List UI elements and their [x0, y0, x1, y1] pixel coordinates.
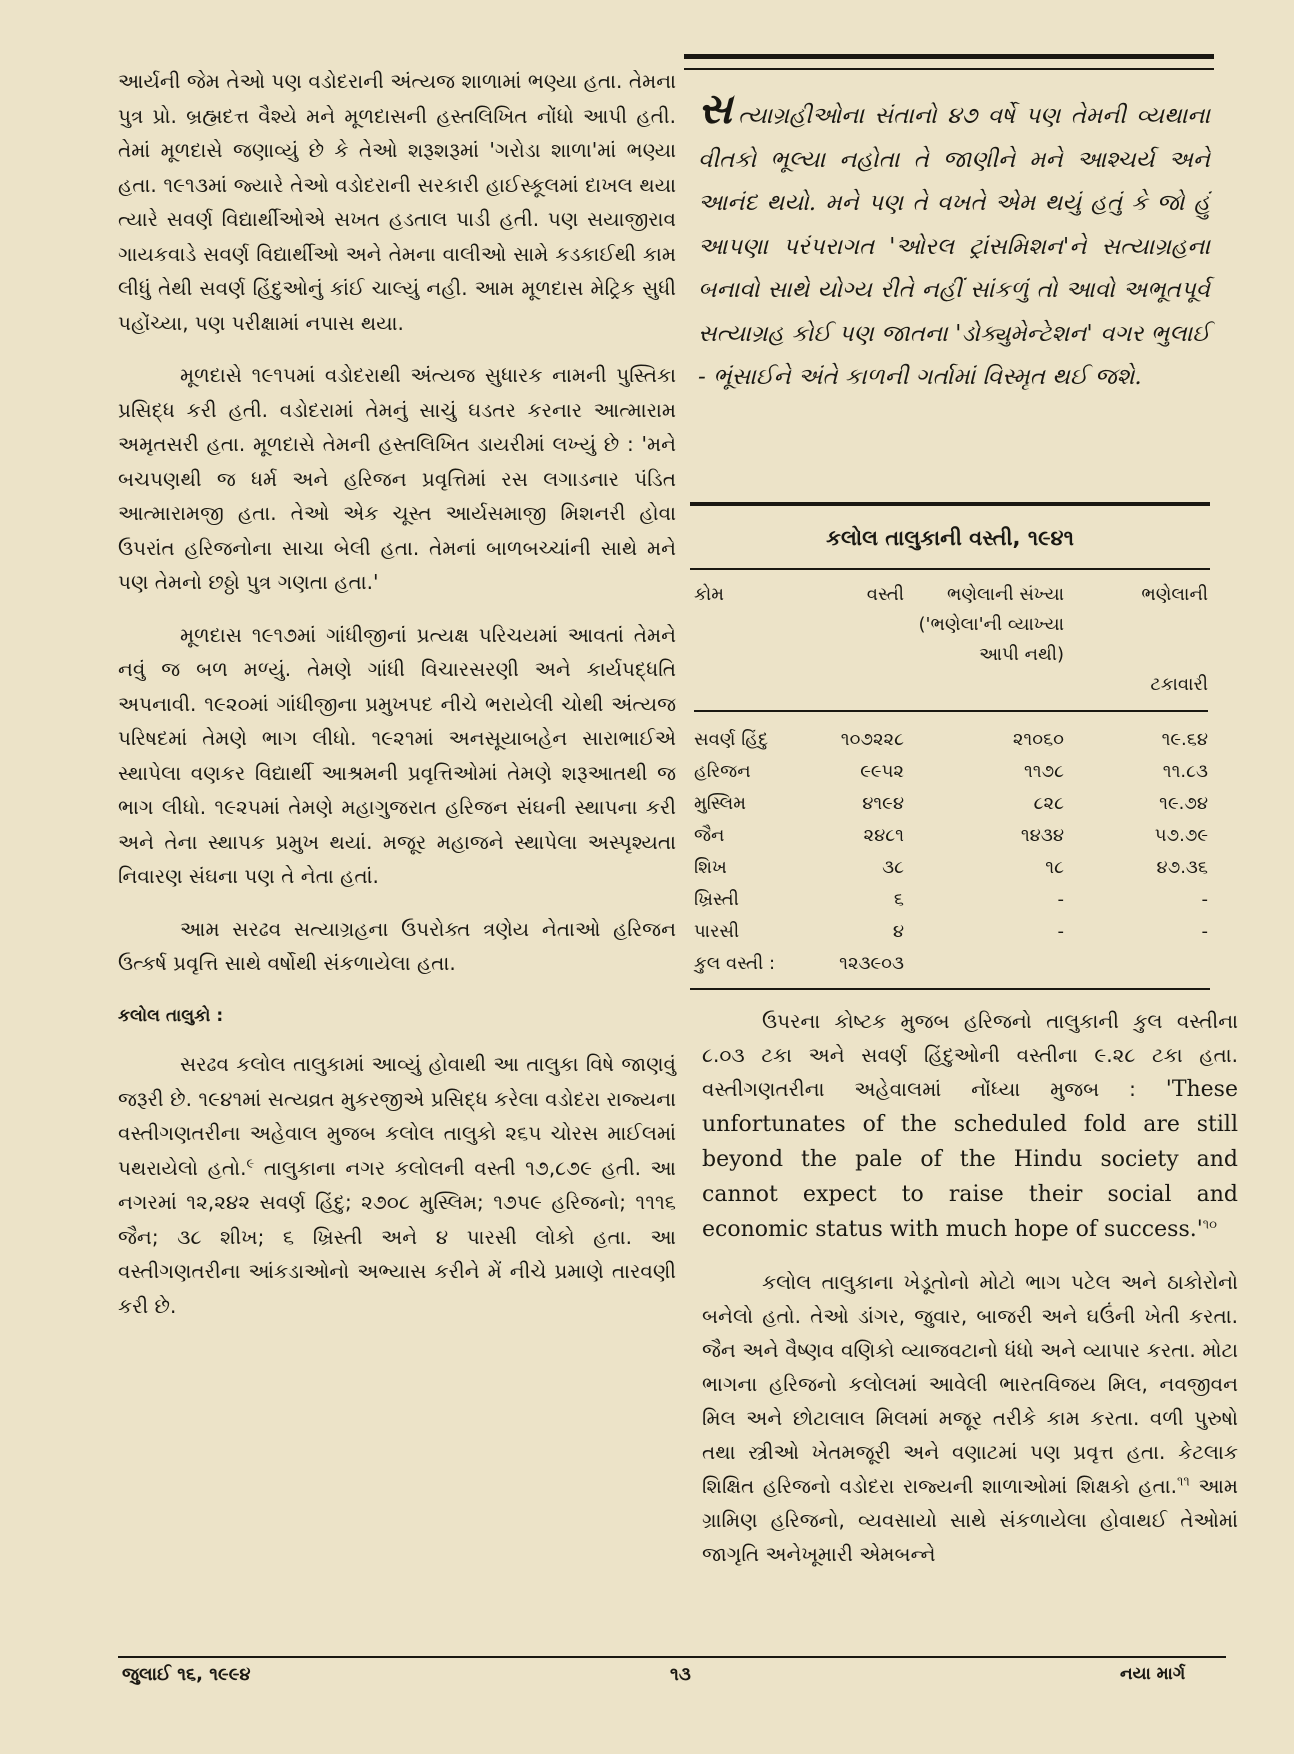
section-subheading: કલોલ તાલુકો :	[118, 1005, 224, 1026]
row-population: ૪	[892, 921, 904, 942]
right-paragraph-1	[702, 1004, 1238, 1247]
page-number: ૧૩	[670, 1664, 691, 1685]
left-paragraph-1: આર્યની જેમ તેઓ પણ વડોદરાની અંત્યજ શાળામાં ભણ્યા હતા. તેમના પુત્ર પ્રો. બ્રહ્મદત્ત વૈશ્યે મને મૂળદાસની હસ્તલિખિત નોંધો આપી હતી. તેમાં મૂળદાસે જણાવ્યું છે કે તેઓ શરૂશરૂમાં 'ગરોડા શાળા'માં ભણ્યા હતા. ૧૯૧૩માં જ્યારે તેઓ વડોદરાની સરકારી હાઈસ્કૂલમાં દાખલ થયા ત્યારે સવર્ણ વિદ્યાર્થીઓએ સખત હડતાલ પાડી હતી. પણ સયાજીરાવ ગાયકવાડે સવર્ણ વિદ્યાર્થીઓ અને તેમના વાલીઓ સામે કડકાઈથી કામ લીધું તેથી સવર્ણ હિંદુઓનું કાંઈ ચાલ્યું નહી. આમ મૂળદાસ મેટ્રિક સુધી પહોંચ્યા, પણ પરીક્ષામાં નપાસ થયા.	[118, 69, 676, 335]
left-paragraph-5	[118, 1047, 676, 1323]
table-row	[694, 756, 1208, 788]
left-paragraph-5-rest: તાલુકાના નગર કલોલની વસ્તી ૧૭,૮૭૯ હતી. આ નગરમાં ૧૨,૨૪૨ સવર્ણ હિંદુ; ૨૭૦૮ મુસ્લિમ; ૧૭૫૯ હરિજનો; ૧૧૧૬ જૈન; ૩૮ શીખ; ૬ ખ્રિસ્તી અને ૪ પારસી લોકો હતા. આ વસ્તીગણતરીના આંકડાઓનો અભ્યાસ કરીને મેં નીચે પ્રમાણે તારવણી કરી છે.	[118, 1155, 676, 1318]
footnote-marker-10: ૧૦	[1202, 1217, 1217, 1233]
footer-rule	[118, 1656, 1226, 1658]
magazine-name: નયા માર્ગ	[1120, 1664, 1186, 1684]
row-community: જૈન	[694, 825, 725, 846]
row-population: ૯૯૫૨	[860, 761, 904, 782]
census-quote-english: 'These unfortunates of the scheduled fold are still beyond the pale of the Hindu society and cannot expect to raise their social and economic status with much hope of success.'	[702, 1077, 1238, 1242]
table-header-row	[694, 580, 1208, 700]
row-literate: ૧૮	[1045, 857, 1064, 878]
row-percent: -	[1201, 921, 1208, 942]
header-population: વસ્તી	[866, 584, 904, 605]
row-population: ૧૦૭૨૨૮	[840, 729, 904, 750]
population-table	[694, 580, 1208, 980]
row-literate: ૧૧૭૮	[1023, 761, 1064, 782]
right-paragraph-2	[702, 1265, 1238, 1571]
left-paragraph-2: મૂળદાસે ૧૯૧૫માં વડોદરાથી અંત્યજ સુધારક નામની પુસ્તિકા પ્રસિદ્ધ કરી હતી. વડોદરામાં તેમનું સાચું ઘડતર કરનાર આત્મારામ અમૃતસરી હતા. મૂળદાસે તેમની હસ્તલિખિત ડાયરીમાં લખ્યું છે : 'મને બચપણથી જ ધર્મ અને હરિજન પ્રવૃત્તિમાં રસ લગાડનાર પંડિત આત્મારામજી હતા. તેઓ એક ચૂસ્ત આર્યસમાજી મિશનરી હોવા ઉપરાંત હરિજનોના સાચા બેલી હતા. તેમનાં બાળબચ્ચાંની સાથે મને પણ તેમનો છઠ્ઠો પુત્ર ગણતા હતા.'	[118, 363, 676, 594]
table-row	[694, 724, 1208, 756]
row-percent: -	[1201, 889, 1208, 910]
table-header-rule	[690, 568, 1210, 570]
total-value: ૧૨૩૯૦૩	[839, 953, 904, 974]
row-community: મુસ્લિમ	[694, 793, 747, 814]
pull-quote	[698, 84, 1210, 400]
footnote-marker-11: ૧૧	[1177, 1474, 1190, 1490]
right-paragraph-2-text: કલોલ તાલુકાના ખેડૂતોનો મોટો ભાગ પટેલ અને ઠાકોરોનો બનેલો હતો. તેઓ ડાંગર, જુવાર, બાજરી અને ઘઉંની ખેતી કરતા. જૈન અને વૈષ્ણવ વણિકો વ્યાજવટાનો ધંધો અને વ્યાપાર કરતા. મોટા ભાગના હરિજનો કલોલમાં આવેલી ભારતવિજય મિલ, નવજીવન મિલ અને છોટાલાલ મિલમાં મજૂર તરીકે કામ કરતા. વળી પુરુષો તથા સ્ત્રીઓ ખેતમજૂરી અને વણાટમાં પણ પ્રવૃત્ત હતા. કેટલાક શિક્ષિત હરિજનો વડોદરા રાજ્યની શાળાઓમાં શિક્ષકો હતા.	[702, 1270, 1238, 1498]
row-literate: ૮૨૮	[1033, 793, 1064, 814]
table-row	[694, 820, 1208, 852]
row-literate: -	[1057, 889, 1064, 910]
header-percent	[1064, 580, 1208, 700]
table-total-row	[694, 948, 1208, 980]
pull-quote-text: ત્યાગ્રહીઓના સંતાનો ૪૭ વર્ષે પણ તેમની વ્યથાના વીતકો ભૂલ્યા નહોતા તે જાણીને મને આશ્ચર્ય અને આનંદ થયો. મને પણ તે વખતે એમ થયું હતું કે જો હું આપણા પરંપરાગત 'ઓરલ ટ્રાંસમિશન'ને સત્યાગ્રહના બનાવો સાથે યોગ્ય રીતે નહીં સાંકળું તો આવો અભૂતપૂર્વ સત્યાગ્રહ કોઈ પણ જાતના 'ડોક્યુમેન્ટેશન' વગર ભુલાઈ - ભૂંસાઈને અંતે કાળની ગર્તામાં વિસ્મૃત થઈ જશે.	[698, 103, 1210, 390]
footer-date: જુલાઈ ૧૬, ૧૯૯૪	[122, 1664, 251, 1685]
row-literate: ૨૧૦૬૦	[1012, 729, 1064, 750]
table-row	[694, 788, 1208, 820]
header-community: કોમ	[694, 584, 724, 605]
row-community: ખ્રિસ્તી	[694, 889, 739, 910]
left-paragraph-4: આમ સરઢવ સત્યાગ્રહના ઉપરોક્ત ત્રણેય નેતાઓ હરિજન ઉત્કર્ષ પ્રવૃત્તિ સાથે વર્ષોથી સંકળાયેલા હતા.	[118, 916, 676, 975]
row-percent: ૧૧.૮૩	[1162, 761, 1208, 782]
row-community: પારસી	[694, 921, 740, 942]
table-top-rule	[690, 502, 1210, 506]
footnote-marker-9: ૯	[246, 1155, 255, 1171]
right-column	[702, 1004, 1238, 1589]
right-paragraph-2-rest: આમ ગ્રામિણ હરિજનો, વ્યવસાયો સાથે સંકળાયેલા હોવાથઈ તેઓમાં જાગૃતિ અનેખૂમારી એમબન્ને	[702, 1474, 1239, 1566]
header-percent-bottom: ટકાવારી	[1150, 674, 1208, 695]
table-row	[694, 916, 1208, 948]
row-community: શિખ	[694, 857, 727, 878]
row-literate: -	[1057, 921, 1064, 942]
table-row	[694, 852, 1208, 884]
row-percent: ૫૭.૭૯	[1154, 825, 1208, 846]
quote-top-rule-thin	[684, 68, 1214, 70]
row-community: હરિજન	[694, 761, 751, 782]
row-percent: ૧૯.૭૪	[1159, 793, 1208, 814]
row-community: સવર્ણ હિંદુ	[694, 729, 769, 750]
header-percent-top: ભણેલાની	[1141, 584, 1208, 605]
row-population: ૪૧૯૪	[862, 793, 904, 814]
right-paragraph-1-gujarati: ઉપરના કોષ્ટક મુજબ હરિજનો તાલુકાની કુલ વસ્તીના ૮.૦૩ ટકા અને સવર્ણ હિંદુઓની વસ્તીના ૯.૨૮ ટકા હતા. વસ્તીગણતરીના અહેવાલમાં નોંધ્યા મુજબ :	[702, 1009, 1238, 1101]
row-population: ૨૪૮૧	[863, 825, 904, 846]
left-paragraph-5-text: સરઢવ કલોલ તાલુકામાં આવ્યું હોવાથી આ તાલુકા વિષે જાણવું જરૂરી છે. ૧૯૪૧માં સત્યવ્રત મુકરજીએ પ્રસિદ્ધ કરેલા વડોદરા રાજ્યના વસ્તીગણતરીના અહેવાલ મુજબ કલોલ તાલુકો ૨૬૫ ચોરસ માઈલમાં પથરાયેલો હતો.	[118, 1052, 676, 1180]
row-literate: ૧૪૩૪	[1020, 825, 1064, 846]
row-percent: ૧૯.૬૪	[1161, 729, 1208, 750]
table-title: કલોલ તાલુકાની વસ્તી, ૧૯૪૧	[826, 526, 1074, 550]
row-percent: ૪૭.૩૬	[1156, 857, 1208, 878]
total-label: કુલ વસ્તી :	[694, 953, 776, 974]
pull-quote-dropcap: સ	[698, 84, 733, 133]
row-population: ૬	[893, 889, 904, 910]
quote-top-rule-thick	[684, 54, 1214, 59]
left-column	[118, 64, 676, 1341]
left-paragraph-3: મૂળદાસ ૧૯૧૭માં ગાંધીજીનાં પ્રત્યક્ષ પરિચયમાં આવતાં તેમને નવું જ બળ મળ્યું. તેમણે ગાંધી વિચારસરણી અને કાર્યપદ્ધતિ અપનાવી. ૧૯૨૦માં ગાંધીજીના પ્રમુખપદ નીચે ભરાયેલી ચોથી અંત્યજ પરિષદમાં તેમણે ભાગ લીધો. ૧૯૨૧માં અનસૂયાબહેન સારાભાઈએ સ્થાપેલા વણકર વિદ્યાર્થી આશ્રમની પ્રવૃત્તિઓમાં તેમણે શરૂઆતથી જ ભાગ લીધો. ૧૯૨૫માં તેમણે મહાગુજરાત હરિજન સંઘની સ્થાપના કરી અને તેના સ્થાપક પ્રમુખ થયાં. મજૂર મહાજને સ્થાપેલા અસ્પૃશ્યતા નિવારણ સંઘના પણ તે નેતા હતાં.	[118, 622, 676, 888]
table-bottom-rule	[690, 988, 1210, 990]
table-row	[694, 884, 1208, 916]
row-population: ૩૮	[882, 857, 904, 878]
header-literate: ભણેલાની સંખ્યા ('ભણેલા'ની વ્યાખ્યા આપી નથી)	[918, 584, 1064, 665]
